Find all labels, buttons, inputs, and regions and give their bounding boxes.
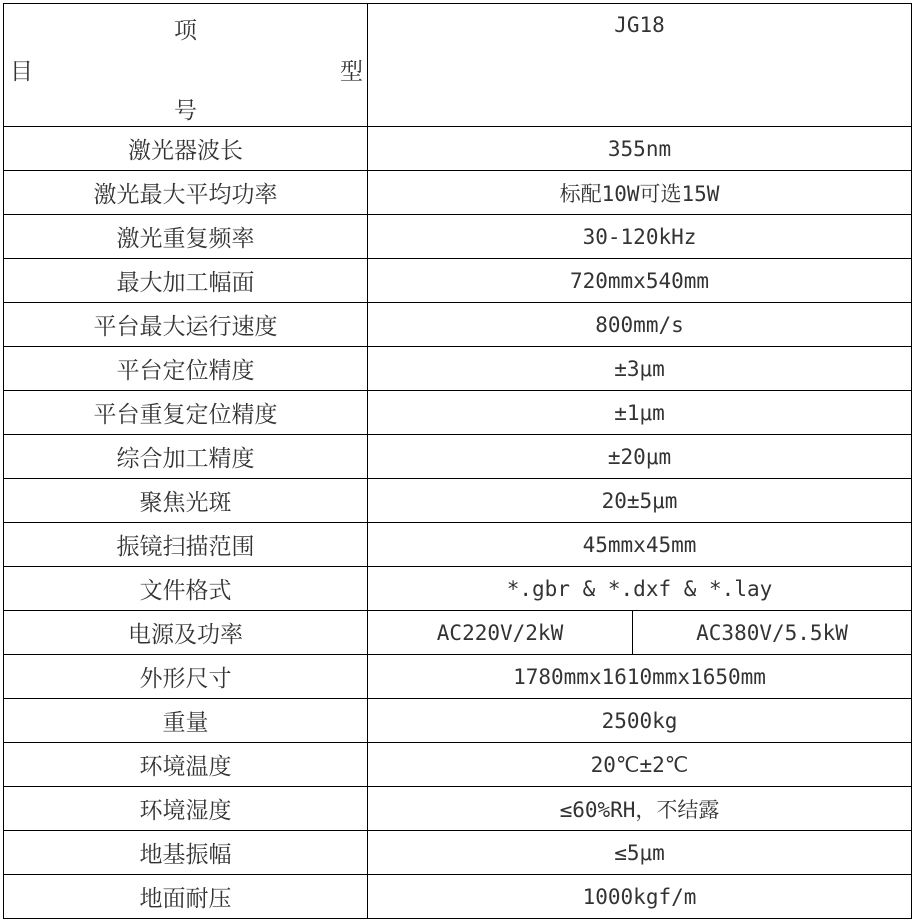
row-label: 激光最大平均功率 xyxy=(4,171,368,215)
header-diagonal-cell xyxy=(4,4,368,127)
row-label: 地面耐压 xyxy=(4,875,368,919)
header-char-type: 型 xyxy=(340,59,363,85)
row-value: *.gbr & *.dxf & *.lay xyxy=(368,567,912,611)
table-row xyxy=(4,347,912,391)
row-value: 800mm/s xyxy=(368,303,912,347)
table-row xyxy=(4,479,912,523)
row-label: 平台最大运行速度 xyxy=(4,303,368,347)
table-row xyxy=(4,215,912,259)
row-value: 20℃±2℃ xyxy=(368,743,912,787)
table-row xyxy=(4,611,912,655)
row-value: 720mmx540mm xyxy=(368,259,912,303)
row-value: 1780mmx1610mmx1650mm xyxy=(368,655,912,699)
table-row xyxy=(4,743,912,787)
row-label: 平台重复定位精度 xyxy=(4,391,368,435)
table-row xyxy=(4,831,912,875)
row-label: 电源及功率 xyxy=(4,611,368,655)
row-label: 聚焦光斑 xyxy=(4,479,368,523)
table-row xyxy=(4,391,912,435)
header-row xyxy=(4,4,912,127)
row-label: 重量 xyxy=(4,699,368,743)
row-label: 综合加工精度 xyxy=(4,435,368,479)
table-row xyxy=(4,523,912,567)
table-row xyxy=(4,655,912,699)
row-label: 激光重复频率 xyxy=(4,215,368,259)
model-cell xyxy=(368,4,912,127)
model-name: JG18 xyxy=(614,13,665,37)
row-value: 355nm xyxy=(368,127,912,171)
row-label: 最大加工幅面 xyxy=(4,259,368,303)
header-char-item: 项 xyxy=(174,18,197,44)
table-row xyxy=(4,171,912,215)
row-label: 环境温度 xyxy=(4,743,368,787)
row-value: AC220V/2kW xyxy=(368,611,633,655)
row-value: 2500kg xyxy=(368,699,912,743)
row-label: 振镜扫描范围 xyxy=(4,523,368,567)
row-label: 平台定位精度 xyxy=(4,347,368,391)
table-row xyxy=(4,303,912,347)
header-char-mu: 目 xyxy=(10,59,33,85)
table-row xyxy=(4,875,912,919)
row-value: ±3μm xyxy=(368,347,912,391)
row-value: 1000kgf/m xyxy=(368,875,912,919)
table-row xyxy=(4,435,912,479)
row-label: 文件格式 xyxy=(4,567,368,611)
row-value: 45mmx45mm xyxy=(368,523,912,567)
spec-table xyxy=(3,3,912,919)
row-value: 30-120kHz xyxy=(368,215,912,259)
table-row xyxy=(4,127,912,171)
row-label: 激光器波长 xyxy=(4,127,368,171)
row-label: 外形尺寸 xyxy=(4,655,368,699)
header-char-number: 号 xyxy=(174,98,197,124)
table-row xyxy=(4,787,912,831)
row-value: AC380V/5.5kW xyxy=(633,611,912,655)
row-value: ±20μm xyxy=(368,435,912,479)
table-row xyxy=(4,259,912,303)
row-label: 地基振幅 xyxy=(4,831,368,875)
row-label: 环境湿度 xyxy=(4,787,368,831)
row-value: 20±5μm xyxy=(368,479,912,523)
table-row xyxy=(4,567,912,611)
row-value: ±1μm xyxy=(368,391,912,435)
row-value: ≤60%RH，不结露 xyxy=(368,787,912,831)
table-row xyxy=(4,699,912,743)
row-value: 标配10W可选15W xyxy=(368,171,912,215)
row-value: ≤5μm xyxy=(368,831,912,875)
